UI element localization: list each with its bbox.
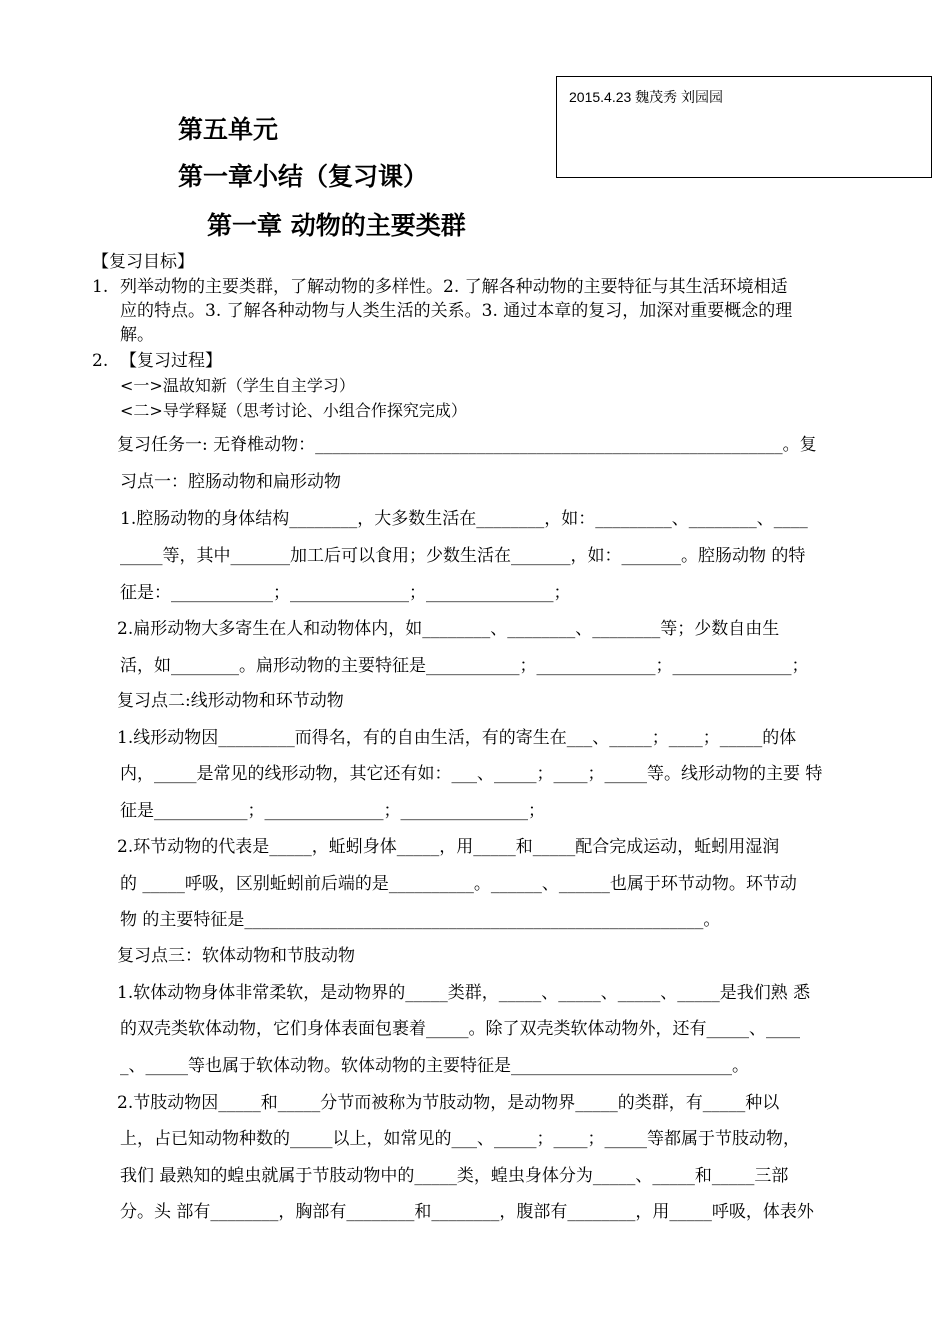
body-line: 2.扁形动物大多寄生在人和动物体内，如________、________、________等；少数自由生 — [117, 619, 780, 639]
body-line: 复习点三：软体动物和节肢动物 — [117, 946, 355, 966]
process-sub1: <一>温故知新（学生自主学习） — [120, 376, 355, 395]
date-author-box — [556, 76, 932, 178]
body-line: 征是___________；______________；_______________； — [120, 801, 545, 821]
unit-title: 第五单元 — [178, 115, 279, 144]
body-line: 复习任务一: 无脊椎动物：_______________________________________________________。复 — [117, 435, 817, 455]
body-line: 物 的主要特征是______________________________________________________。 — [120, 910, 721, 930]
goals-line: 应的特点。3. 了解各种动物与人类生活的关系。3. 通过本章的复习，加深对重要概念的理 — [120, 301, 793, 321]
body-line: 1.线形动物因_________而得名，有的自由生活，有的寄生在___、_____；____；_____的体 — [117, 728, 797, 748]
process-heading: 【复习过程】 — [120, 351, 222, 371]
body-line: 我们 最熟知的蝗虫就属于节肢动物中的_____类，蝗虫身体分为_____、_____和_____三部 — [120, 1166, 789, 1186]
body-line: 征是：____________；______________；_______________； — [120, 583, 571, 603]
body-line: _____等，其中_______加工后可以食用；少数生活在_______，如：_______。腔肠动物 的特 — [120, 546, 806, 566]
body-line: 上，占已知动物种数的_____以上，如常见的___、_____；____；_____等都属于节肢动物， — [120, 1129, 800, 1149]
body-line: 的双壳类软体动物，它们身体表面包裹着_____。除了双壳类软体动物外，还有_____、____ — [120, 1019, 800, 1039]
body-line: 分。头 部有________，胸部有________和________，腹部有________，用_____呼吸，体表外 — [120, 1202, 814, 1222]
lesson-title: 第一章小结（复习课） — [178, 162, 429, 191]
goals-number: 1. — [92, 277, 109, 297]
body-line: 内，_____是常见的线形动物，其它还有如：___、_____；____；_____等。线形动物的主要 特 — [120, 764, 823, 784]
goals-line: 列举动物的主要类群，了解动物的多样性。2. 了解各种动物的主要特征与其生活环境相适 — [120, 277, 788, 297]
body-line: 活，如________。扁形动物的主要特征是___________；______________；______________； — [120, 656, 809, 676]
body-line: 2.节肢动物因_____和_____分节而被称为节肢动物，是动物界_____的类群，有_____种以 — [117, 1093, 780, 1113]
goals-heading: 【复习目标】 — [92, 252, 194, 272]
body-line: 1.软体动物身体非常柔软，是动物界的_____类群，_____、_____、_____、_____是我们熟 悉 — [117, 983, 811, 1003]
body-line: _、_____等也属于软体动物。软体动物的主要特征是__________________________。 — [120, 1056, 749, 1076]
body-line: 的 _____呼吸，区别蚯蚓前后端的是__________。______、______也属于环节动物。环节动 — [120, 874, 797, 894]
process-number: 2. — [92, 351, 109, 371]
body-line: 复习点二:线形动物和环节动物 — [117, 691, 344, 711]
body-line: 习点一：腔肠动物和扁形动物 — [120, 472, 341, 492]
body-line: 2.环节动物的代表是_____，蚯蚓身体_____，用_____和_____配合完成运动，蚯蚓用湿润 — [117, 837, 780, 857]
date-author-text: 2015.4.23 魏茂秀 刘园园 — [569, 89, 724, 105]
goals-line: 解。 — [120, 325, 154, 345]
body-line: 1.腔肠动物的身体结构________，大多数生活在________，如：_________、________、____ — [120, 509, 808, 529]
chapter-title: 第一章 动物的主要类群 — [207, 211, 466, 240]
process-sub2: <二>导学释疑（思考讨论、小组合作探究完成） — [120, 401, 467, 420]
